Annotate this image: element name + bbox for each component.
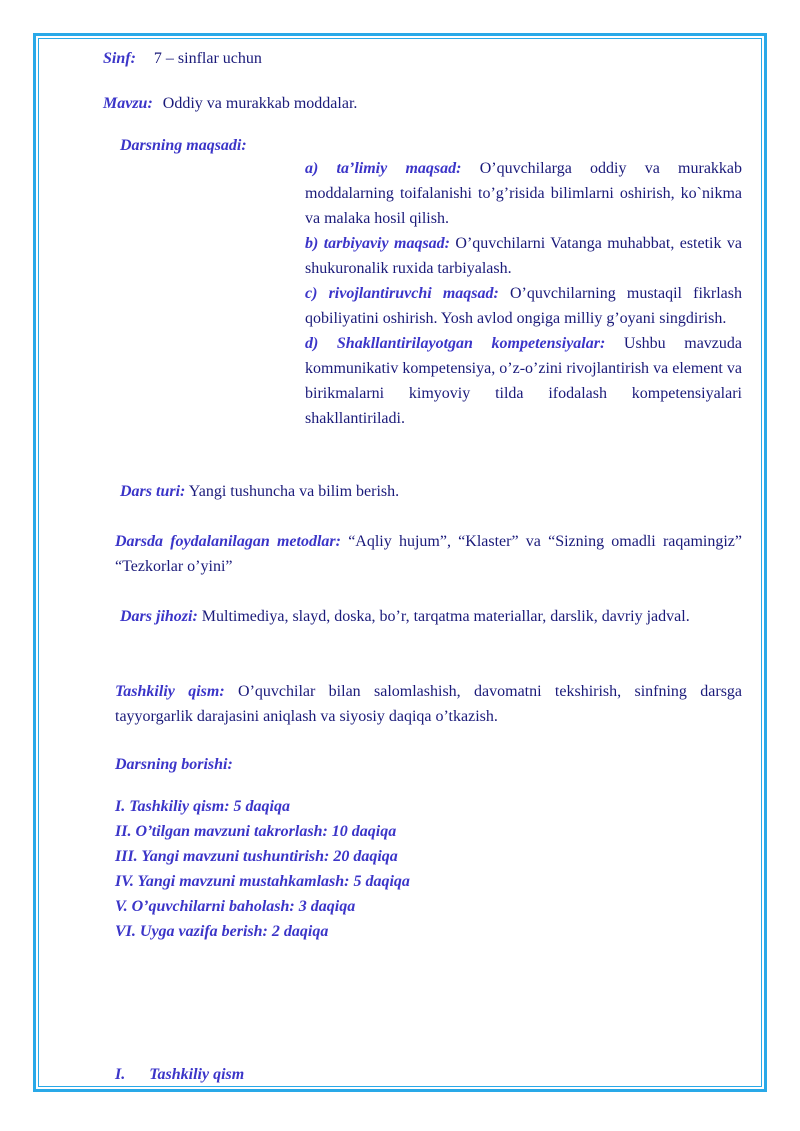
- jihozi-value: Multimediya, slayd, doska, bo’r, tarqatma materiallar, darslik, davriy jadval.: [201, 608, 690, 625]
- borishi-heading: Darsning borishi:: [115, 756, 233, 773]
- section-title: Tashkiliy qism: [149, 1066, 245, 1083]
- tashkiliy-label: Tashkiliy qism:: [115, 683, 225, 700]
- plan-step: IV. Yangi mavzuni mustahkamlash: 5 daqiqa: [115, 873, 410, 890]
- maqsad-list: [305, 156, 742, 431]
- goal-text: O’quvchilarni Vatanga muhabbat, estetik va shukuronalik ruxida tarbiyalash.: [305, 235, 742, 277]
- metodlar-paragraph: [115, 529, 742, 579]
- tashkiliy-paragraph: [115, 679, 742, 729]
- goal-item: [305, 156, 742, 231]
- plan-step: I. Tashkiliy qism: 5 daqiqa: [115, 798, 290, 815]
- goal-text: Ushbu mavzuda kommunikativ kompetensiya, o’z-o’zini rivojlantirish va element va birikmalarni kimyoviy tilda ifodalash kompetensiyalari shakllantiriladi.: [305, 335, 743, 427]
- goal-label: a) ta’limiy maqsad:: [305, 160, 462, 177]
- mavzu-label: Mavzu:: [103, 95, 153, 112]
- tashkiliy-value: O’quvchilar bilan salomlashish, davomatni tekshirish, sinfning darsga tayyorgarlik darajasini aniqlash va siyosiy daqiqa o’tkazish.: [115, 683, 743, 725]
- jihozi-label: Dars jihozi:: [120, 608, 198, 625]
- goal-label: b) tarbiyaviy maqsad:: [305, 235, 451, 252]
- goal-item: [305, 281, 742, 331]
- mavzu-line: [103, 91, 357, 116]
- goal-item: [305, 331, 742, 431]
- metodlar-value: “Aqliy hujum”, “Klaster” va “Sizning omadli raqamingiz” “Tezkorlar o’yini”: [115, 533, 743, 575]
- plan-step: III. Yangi mavzuni tushuntirish: 20 daqiqa: [115, 848, 398, 865]
- metodlar-label: Darsda foydalanilagan metodlar:: [115, 533, 341, 550]
- mavzu-value: Oddiy va murakkab moddalar.: [162, 95, 358, 112]
- plan-step: VI. Uyga vazifa berish: 2 daqiqa: [115, 923, 329, 940]
- jihozi-paragraph: [115, 604, 742, 629]
- sinf-label: Sinf:: [103, 50, 136, 67]
- goal-item: [305, 231, 742, 281]
- section-number: I.: [115, 1066, 126, 1083]
- goal-label: c) rivojlantiruvchi maqsad:: [305, 285, 499, 302]
- goal-text: O’quvchilarga oddiy va murakkab moddalarning toifalanishi to’g’risida bilimlarni oshirish, ko`nikma va malaka hosil qilish.: [305, 160, 743, 227]
- sinf-line: [103, 46, 262, 71]
- sinf-value: 7 – sinflar uchun: [153, 50, 262, 67]
- dars-turi-line: [120, 479, 399, 504]
- lesson-plan-list: [115, 794, 410, 944]
- dars-turi-label: Dars turi:: [120, 483, 186, 500]
- dars-turi-value: Yangi tushuncha va bilim berish.: [188, 483, 400, 500]
- goal-label: d) Shakllantirilayotgan kompetensiyalar:: [305, 335, 606, 352]
- section-heading: [115, 1062, 244, 1087]
- goal-text: O’quvchilarning mustaqil fikrlash qobiliyatini oshirish. Yosh avlod ongiga milliy g’oyani singdirish.: [305, 285, 742, 327]
- plan-step: V. O’quvchilarni baholash: 3 daqiqa: [115, 898, 356, 915]
- plan-step: II. O’tilgan mavzuni takrorlash: 10 daqiqa: [115, 823, 397, 840]
- maqsad-heading: Darsning maqsadi:: [120, 137, 247, 154]
